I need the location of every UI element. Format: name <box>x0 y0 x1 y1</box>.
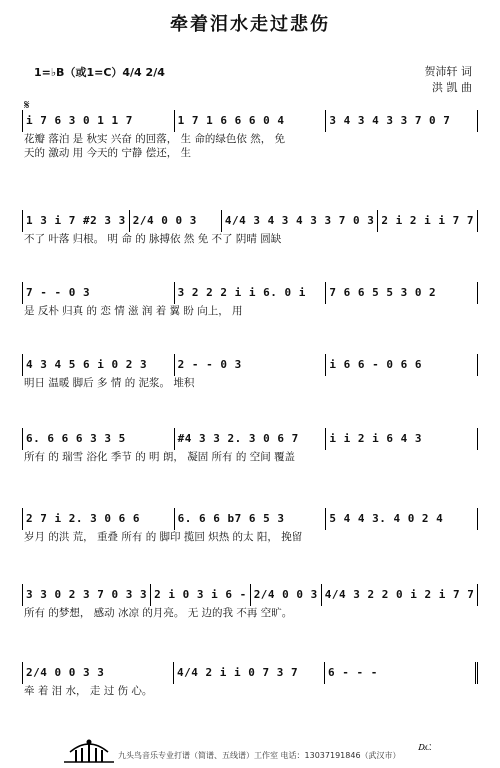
score-system <box>22 584 478 620</box>
measure: 5 4 4 3. 4 0 2 4 <box>326 508 478 530</box>
lyric-line: 天的 激动 用 今天的 宁静 偿还， 生 <box>24 147 192 159</box>
lyric-line: 是 反朴 归真 的 恋 情 滋 润 着 翼 盼 向上， 用 <box>24 305 243 317</box>
measure: 4 3 4 5 6 i 0 2 3 <box>23 354 175 376</box>
measure: 4/4 2 i i 0 7 3 7 <box>174 662 325 684</box>
lyric-line: 花瓣 落泊 是 秋实 兴奋 的回落， 生 命的绿色依 然， 免 <box>24 133 286 145</box>
measure: 2 i 0 3 i 6 - <box>151 584 251 606</box>
lyric-line: 不了 叶落 归根。 明 命 的 脉搏依 然 免 不了 阴晴 圆缺 <box>24 233 282 245</box>
score-system <box>22 110 478 160</box>
measure: #4 3 3 2. 3 0 6 7 <box>175 428 327 450</box>
score-system <box>22 282 478 318</box>
segno-start: 𝄋 <box>24 98 30 113</box>
lyric-line: 明日 温暖 脚后 多 情 的 泥浆。 堆积 <box>24 377 195 389</box>
score-system <box>22 210 478 246</box>
lyric-line: 所有 的梦想， 感动 冰凉 的月亮。 无 边的我 不再 空旷。 <box>24 607 293 619</box>
measure: 6. 6 6 b7 6 5 3 <box>175 508 327 530</box>
measure: 7 6 6 5 5 3 0 2 <box>326 282 478 304</box>
measure: 2/4 0 0 3 3 <box>23 662 174 684</box>
lyric-line: 所有 的 瑞雪 浴化 季节 的 明 朗， 凝固 所有 的 空间 覆盖 <box>24 451 296 463</box>
measure: 6 - - - <box>325 662 478 684</box>
measure: 3 3 0 2 3 7 0 3 3 <box>23 584 151 606</box>
notes-row <box>22 428 478 450</box>
notes-row <box>22 584 478 606</box>
measure: 3 4 3 4 3 3 7 0 7 <box>326 110 478 132</box>
score-system <box>22 354 478 390</box>
measure: 2/4 0 0 3 <box>130 210 222 232</box>
measure: 2 7 i 2. 3 0 6 6 <box>23 508 175 530</box>
notes-row <box>22 282 478 304</box>
notes-row <box>22 662 478 684</box>
notes-row <box>22 508 478 530</box>
score-system <box>22 662 478 698</box>
key-signature: 1=♭B（或1=C）4/4 2/4 <box>34 66 165 79</box>
measure: 7 - - 0 3 <box>23 282 175 304</box>
footer <box>0 738 500 768</box>
credits <box>425 64 473 96</box>
measure: i 6 6 - 0 6 6 <box>326 354 478 376</box>
signature-mark: 𝄊 <box>418 740 432 761</box>
score-system <box>22 428 478 464</box>
measure: 2 i 2 i i 7 7 <box>378 210 478 232</box>
notes-row <box>22 354 478 376</box>
composer: 洪 凯 曲 <box>432 81 472 94</box>
publisher-logo <box>62 738 116 764</box>
measure: i 7 6 3 0 1 1 7 <box>23 110 175 132</box>
measure: 3 2 2 2 i i 6. 0 i <box>175 282 327 304</box>
lyricist: 贺沛轩 词 <box>424 65 472 78</box>
notes-row <box>22 210 478 232</box>
lyric-line: 牵 着 泪 水， 走 过 伤 心。 <box>24 685 153 697</box>
measure: 1 7 1 6 6 6 0 4 <box>175 110 327 132</box>
notes-row <box>22 110 478 132</box>
measure: 6. 6 6 6 3 3 5 <box>23 428 175 450</box>
measure: i i 2 i 6 4 3 <box>326 428 478 450</box>
measure: 4/4 3 2 2 0 i 2 i 7 7 <box>322 584 479 606</box>
measure: 1 3 i 7 #2 3 3 <box>23 210 130 232</box>
measure: 2 - - 0 3 <box>175 354 327 376</box>
score-system <box>22 508 478 544</box>
score-title: 牵着泪水走过悲伤 <box>170 14 330 35</box>
lyric-line: 岁月 的洪 荒， 重叠 所有 的 脚印 揽回 炽热 的太 阳， 挽留 <box>24 531 303 543</box>
footer-text: 九头鸟音乐专业打谱（简谱、五线谱）工作室 电话：13037191846（武汉市） <box>118 751 401 760</box>
measure: 2/4 0 0 3 <box>251 584 322 606</box>
measure: 4/4 3 4 3 4 3 3 7 0 3 <box>222 210 379 232</box>
